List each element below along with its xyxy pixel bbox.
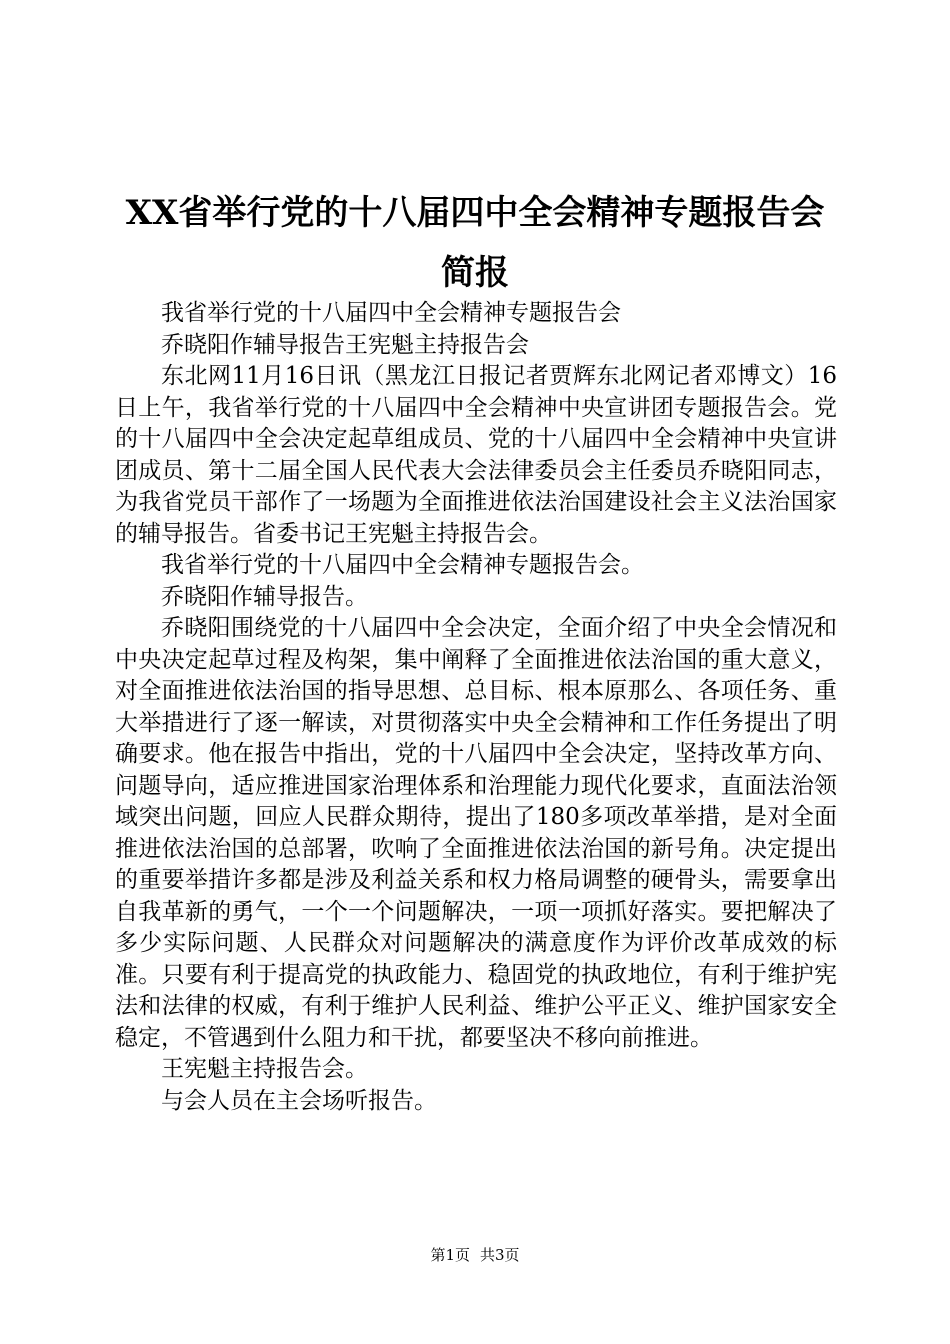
paragraph-subheadline: 乔晓阳作辅导报告王宪魁主持报告会 (161, 331, 529, 358)
paragraph-headline: 我省举行党的十八届四中全会精神专题报告会 (161, 300, 621, 326)
paragraph-lead: 东北网11月16日讯（黑龙江日报记者贾辉东北网记者邓博文）16日上午，我省举行党的十八届四中全会精神中央宣讲团专题报告会。党的十八届四中全会决定起草组成员、党的十八届四中全会精神中央宣讲团成员、第十二届全国人民代表大会法律委员会主任委员乔晓阳同志，为我省党员干部作了一场题为全面推进依法治国建设社会主义法治国家的辅导报告。省委书记王宪魁主持报告会。 (115, 363, 837, 547)
document-body (115, 298, 837, 1117)
paragraph-caption-2: 乔晓阳作辅导报告。 (161, 583, 368, 610)
page-footer (0, 1245, 950, 1265)
page-number: 第1页 (430, 1246, 470, 1264)
paragraph-caption-1: 我省举行党的十八届四中全会精神专题报告会。 (161, 552, 644, 578)
paragraph-caption-4: 与会人员在主会场听报告。 (161, 1087, 437, 1114)
paragraph-main: 乔晓阳围绕党的十八届四中全会决定，全面介绍了中央全会情况和中央决定起草过程及构架，集中阐释了全面推进依法治国的重大意义，对全面推进依法治国的指导思想、总目标、根本原那么、各项任务、重大举措进行了逐一解读，对贯彻落实中央全会精神和工作任务提出了明确要求。他在报告中指出，党的十八届四中全会决定，坚持改革方向、问题导向，适应推进国家治理体系和治理能力现代化要求，直面法治领域突出问题，回应人民群众期待，提出了180多项改革举措，是对全面推进依法治国的总部署，吹响了全面推进依法治国的新号角。决定提出的重要举措许多都是涉及利益关系和权力格局调整的硬骨头，需要拿出自我革新的勇气，一个一个问题解决，一项一项抓好落实。要把解决了多少实际问题、人民群众对问题解决的满意度作为评价改革成效的标准。只要有利于提高党的执政能力、稳固党的执政地位，有利于维护宪法和法律的权威，有利于维护人民利益、维护公平正义、维护国家安全稳定，不管遇到什么阻力和干扰，都要坚决不移向前推进。 (115, 615, 837, 1051)
document-title: XX省举行党的十八届四中全会精神专题报告会简报 (125, 193, 825, 293)
paragraph-caption-3: 王宪魁主持报告会。 (161, 1056, 368, 1082)
page-total: 共3页 (480, 1246, 520, 1264)
